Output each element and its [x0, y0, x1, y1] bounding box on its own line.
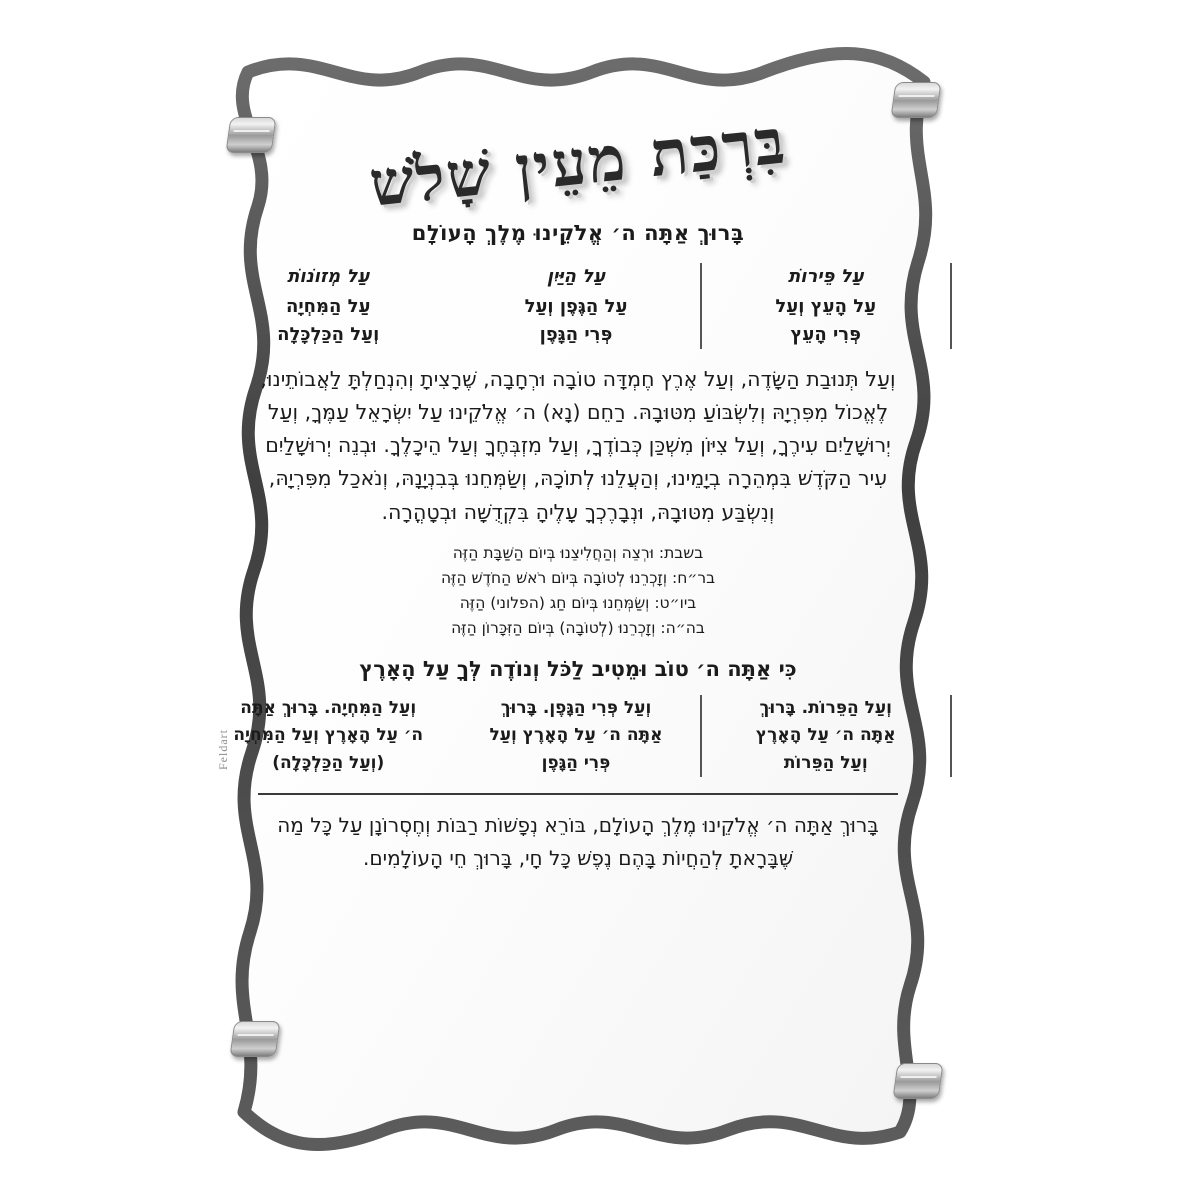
ki-atah-line: כִּי אַתָּה ה׳ טוֹב וּמֵטִיב לַכֹּל וְנוֹדֶה לְּךָ עַל הָאָרֶץ — [359, 657, 797, 682]
bottom-options-row — [233, 695, 908, 777]
option-fruit-header: עַל פֵּירוֹת — [787, 266, 864, 288]
opening-blessing-line: בָּרוּךְ אַתָּה ה׳ אֱלֹקֵינוּ מֶלֶךְ הָעוֹלָם — [411, 221, 745, 246]
section-divider — [258, 793, 898, 795]
closing-mezonot-line-3: (וְעַל הַכַּלְכָּלָה) — [272, 752, 385, 773]
insert-shabbat: בשבת: וּרְצֵה וְהַחֲלִיצֵנוּ בְּיוֹם הַשַּׁבָּת הַזֶּה — [452, 543, 704, 562]
insert-rosh-hashana: בה״ה: וְזָכְרֵנוּ (לְטוֹבָה) בְּיוֹם הַזִּכָּרוֹן הַזֶּה — [451, 619, 705, 638]
closing-fruit — [702, 695, 952, 777]
occasion-inserts — [248, 541, 908, 641]
option-fruit — [702, 263, 952, 349]
insert-yom-tov: ביו״ט: וְשַׂמְּחֵנוּ בְּיוֹם חַג (הפלוני) הַזֶּה — [459, 594, 697, 612]
insert-rosh-chodesh: בר״ח: וְזָכְרֵנוּ לְטוֹבָה בְּיוֹם רֹאשׁ הַחֹדֶשׁ הַזֶּה — [440, 568, 716, 587]
option-mezonot-line-1: עַל הַמִּחְיָה — [285, 295, 371, 317]
option-wine — [452, 263, 702, 349]
document-title: בִּרְכַּת מֵעֵין שָׁלֹשׁ — [366, 104, 790, 221]
closing-fruit-line-1: וְעַל הַפֵּרוֹת. בָּרוּךְ — [759, 698, 893, 719]
main-paragraph: וְעַל תְּנוּבַת הַשָּׂדֶה, וְעַל אֶרֶץ חֶמְדָּה טוֹבָה וּרְחָבָה, שֶׁרָצִיתָ וְהִנְחַלְתָּ לַאֲבוֹתֵינוּ, לֶאֱכוֹל מִפִּרְיָהּ וְלִשְׂבּוֹעַ מִטּוּבָהּ. רַחֵם (נָא) ה׳ אֱלֹקֵינוּ עַל יִשְׂרָאֵל עַמֶּךָ, וְעַל יְרוּשָׁלַיִם עִירֶךָ, וְעַל צִיּוֹן מִשְׁכַּן כְּבוֹדֶךָ, וְעַל מִזְבְּחֶךָ וְעַל הֵיכָלֶךָ. וּבְנֵה יְרוּשָׁלַיִם עִיר הַקֹּדֶשׁ בִּמְהֵרָה בְיָמֵינוּ, וְהַעֲלֵנוּ לְתוֹכָהּ, וְשַׂמְּחֵנוּ בְּבִנְיָנָהּ, וְנֹאכַל מִפִּרְיָהּ, וְנִשְׂבַּע מִטּוּבָהּ, וּנְבָרֶכְךָ עָלֶיהָ בִּקְדֻשָּׁה וּבְטָהֳרָה. — [260, 366, 896, 524]
top-options-row — [248, 263, 908, 349]
closing-fruit-line-3: וְעַל הַפֵּרוֹת — [783, 752, 868, 773]
closing-mezonot-line-2: ה׳ עַל הָאָרֶץ וְעַל הַמִּחְיָה — [233, 725, 424, 746]
option-fruit-line-2: פְּרִי הָעֵץ — [790, 323, 861, 345]
option-fruit-line-1: עַל הָעֵץ וְעַל — [775, 295, 877, 317]
closing-wine-line-2: אַתָּה ה׳ עַל הָאָרֶץ וְעַל — [489, 725, 663, 746]
option-mezonot — [204, 263, 452, 349]
option-mezonot-line-2: וְעַל הַכַּלְכָּלָה — [277, 323, 380, 345]
borei-nefashot-blessing: בָּרוּךְ אַתָּה ה׳ אֱלֹקֵינוּ מֶלֶךְ הָעוֹלָם, בּוֹרֵא נְפָשׁוֹת רַבּוֹת וְחֶסְרוֹנָן עַל כָּל מַה שֶּׁבָּרָאתָ לְהַחֲיוֹת בָּהֶם נֶפֶשׁ כָּל חָי, בָּרוּךְ חֵי הָעוֹלָמִים. — [277, 812, 879, 870]
plaque-text-content — [233, 104, 908, 1100]
closing-wine — [452, 695, 702, 777]
option-mezonot-header: עַל מְזוֹנוֹת — [287, 266, 370, 288]
option-wine-line-2: פְּרִי הַגָּפֶן — [539, 323, 613, 345]
closing-wine-line-1: וְעַל פְּרִי הַגָּפֶן. בָּרוּךְ — [500, 698, 652, 719]
closing-mezonot — [204, 695, 452, 777]
option-wine-header: עַל הַיַּיִן — [546, 266, 606, 288]
closing-mezonot-line-1: וְעַל הַמִּחְיָה. בָּרוּךְ אַתָּה — [240, 698, 417, 719]
maker-mark: Feldart — [216, 729, 230, 770]
closing-fruit-line-2: אַתָּה ה׳ עַל הָאָרֶץ — [755, 725, 896, 746]
option-wine-line-1: עַל הַגֶּפֶן וְעַל — [524, 295, 628, 317]
closing-wine-line-3: פְּרִי הַגָּפֶן — [541, 752, 611, 773]
